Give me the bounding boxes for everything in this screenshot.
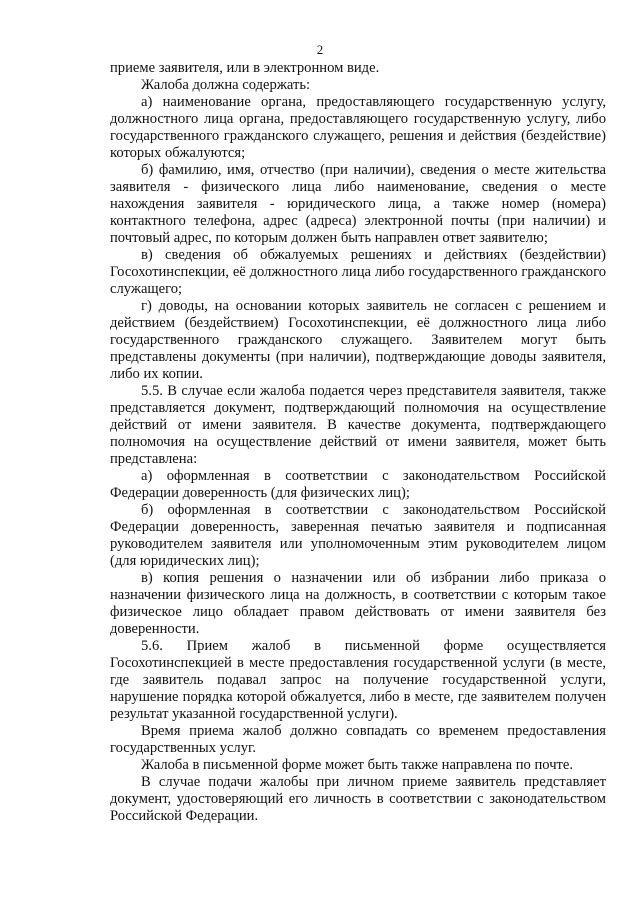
paragraph: приеме заявителя, или в электронном виде. [110, 60, 380, 76]
page-number: 2 [316, 42, 324, 57]
paragraph: а) наименование органа, предоставляющего государственную услугу, должностного лица органа, предоставляющего государственную услугу, либо государственного гражданского служащего, решения и действия (бездействие) которых обжалуются; [110, 94, 606, 161]
paragraph: б) оформленная в соответствии с законодательством Российской Федерации доверенность, заверенная печатью заявителя и подписанная руководителем заявителя или уполномоченным этим руководителем лицом (для юридических лиц); [110, 502, 606, 569]
paragraph: 5.5. В случае если жалоба подается через представителя заявителя, также представляется документ, подтверждающий полномочия на осуществление действий от имени заявителя. В качестве документа, подтверждающего полномочия на осуществление действий от имени заявителя, может быть представлена: [110, 383, 606, 467]
paragraph: в) сведения об обжалуемых решениях и действиях (бездействии) Госохотинспекции, её должностного лица либо государственного гражданского служащего; [110, 247, 606, 297]
paragraph: В случае подачи жалобы при личном приеме заявитель представляет документ, удостоверяющий его личность в соответствии с законодательством Российской Федерации. [110, 774, 606, 824]
paragraph: Время приема жалоб должно совпадать со временем предоставления государственных услуг. [110, 723, 606, 756]
paragraph: Жалоба должна содержать: [141, 77, 311, 93]
paragraph: г) доводы, на основании которых заявитель не согласен с решением и действием (бездействием) Госохотинспекции, её должностного лица либо государственного гражданского служащего. Заявителем могут быть представлены документы (при наличии), подтверждающие доводы заявителя, либо их копии. [110, 298, 606, 382]
document-body [110, 60, 606, 825]
paragraph: 5.6. Прием жалоб в письменной форме осуществляется Госохотинспекцией в месте предоставления государственной услуги (в месте, где заявитель подавал запрос на получение государственной услуги, нарушение порядка которой обжалуется, либо в месте, где заявителем получен результат указанной государственной услуги). [110, 638, 606, 722]
paragraph: а) оформленная в соответствии с законодательством Российской Федерации доверенность (для физических лиц); [110, 468, 606, 501]
paragraph: в) копия решения о назначении или об избрании либо приказа о назначении физического лица на должность, в соответствии с которым такое физическое лицо обладает правом действовать от имени заявителя без доверенности. [110, 570, 606, 637]
paragraph: б) фамилию, имя, отчество (при наличии), сведения о месте жительства заявителя - физического лица либо наименование, сведения о месте нахождения заявителя - юридического лица, а также номер (номера) контактного телефона, адрес (адреса) электронной почты (при наличии) и почтовый адрес, по которым должен быть направлен ответ заявителю; [110, 162, 606, 246]
paragraph: Жалоба в письменной форме может быть также направлена по почте. [141, 757, 574, 773]
